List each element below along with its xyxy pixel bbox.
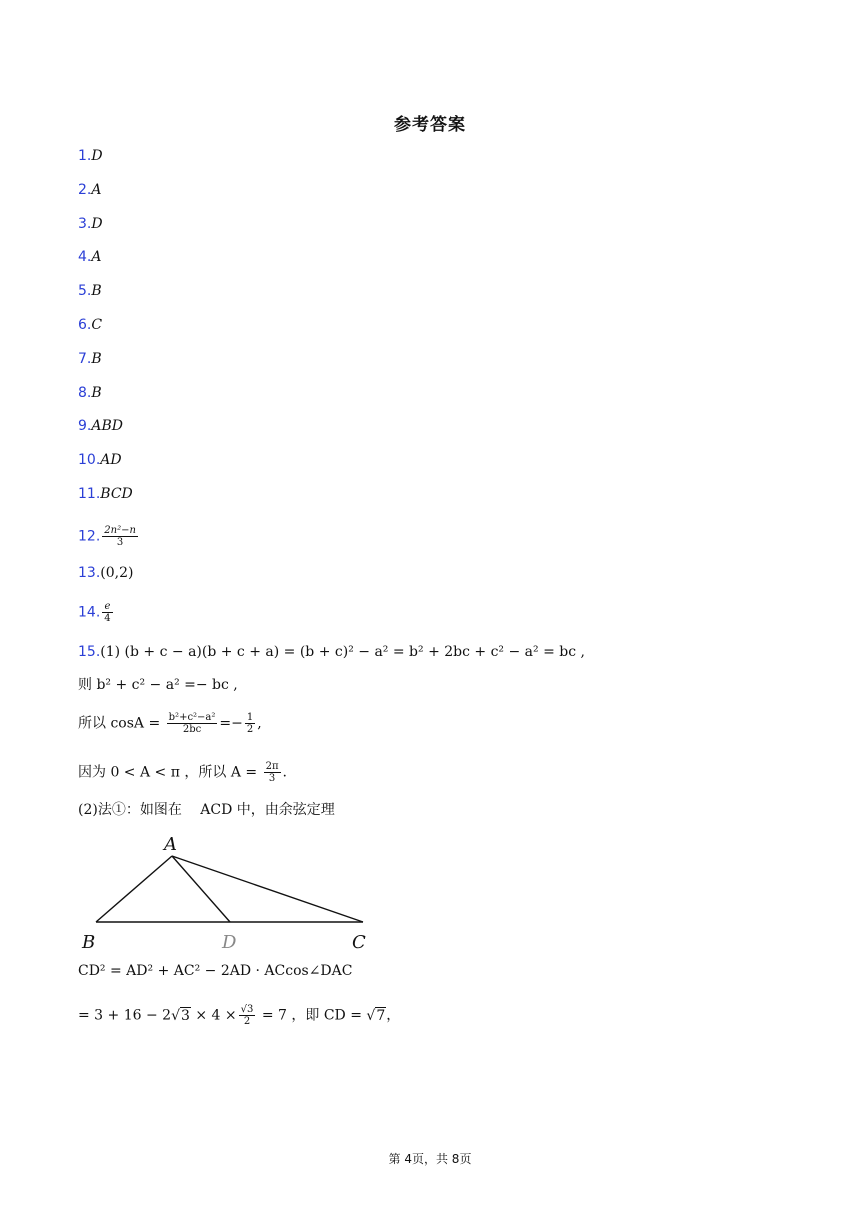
answer-row <box>78 181 101 199</box>
answer-value: (0,2) <box>100 565 134 581</box>
text: =− <box>219 715 243 732</box>
answer-value: C <box>91 317 103 333</box>
label-d: D <box>222 932 237 953</box>
denominator: 2 <box>243 1016 251 1027</box>
answer-12 <box>78 525 140 548</box>
answer-value: A <box>91 249 102 266</box>
fraction <box>245 712 255 735</box>
answer-15-line-6: CD² = AD² + AC² − 2AD · ACcos∠DAC <box>78 963 353 979</box>
answer-value: AD <box>100 452 122 469</box>
answer-value: D <box>91 215 103 232</box>
answer-value: A <box>91 181 102 198</box>
answer-number: 10. <box>78 452 101 469</box>
page-title: 参考答案 <box>394 115 466 135</box>
answer-value: BCD <box>100 486 133 502</box>
equation: (1) (b + c − a)(b + c + a) = (b + c)² − a² = b² + 2bc + c² − a² = bc , <box>100 644 585 660</box>
label-b: B <box>82 932 96 953</box>
answer-15-line-4 <box>78 761 287 784</box>
answer-row <box>78 350 102 368</box>
answer-row <box>78 417 123 435</box>
answer-row <box>78 282 102 300</box>
triangle-figure <box>78 830 378 960</box>
answer-number: 8. <box>78 384 92 401</box>
page-footer: 第 4页，共 8页 <box>388 1152 472 1166</box>
text: . <box>282 764 287 781</box>
answer-number: 11. <box>78 486 101 502</box>
answer-number: 3. <box>78 215 92 232</box>
answer-number: 6. <box>78 317 92 333</box>
answer-15-line-7 <box>78 1004 400 1027</box>
numerator: √3 <box>240 1004 254 1015</box>
answer-number: 2. <box>78 181 92 198</box>
answer-15-line-1 <box>78 643 585 661</box>
label-c: C <box>352 932 366 953</box>
answer-number: 12. <box>78 528 101 545</box>
answer-number: 1. <box>78 148 92 164</box>
text: = 3 + 16 − 2 <box>78 1007 172 1024</box>
numerator: 2π <box>265 761 279 772</box>
text: , <box>257 715 262 732</box>
radicand: 7 <box>376 1007 386 1024</box>
fraction <box>239 1004 256 1027</box>
numerator: b²+c²−a² <box>168 712 216 723</box>
radicand: 3 <box>181 1007 190 1024</box>
fraction <box>264 761 281 784</box>
answer-row <box>78 215 103 233</box>
answer-row <box>78 384 102 402</box>
fraction <box>102 601 112 624</box>
label-a: A <box>164 834 177 855</box>
answer-row <box>78 248 101 266</box>
text: = 7 ，即 CD = <box>261 1007 362 1024</box>
answer-row <box>78 316 102 334</box>
text: ， <box>386 1007 401 1024</box>
answer-value: ABD <box>91 418 123 435</box>
text: × 4 × <box>195 1007 237 1024</box>
answer-15-line-5: (2)法①：如图在 ACD 中，由余弦定理 <box>78 802 335 818</box>
answer-row <box>78 485 133 503</box>
text: A = <box>133 715 161 732</box>
answer-13 <box>78 564 133 582</box>
answer-number: 14. <box>78 604 101 621</box>
answer-14 <box>78 601 115 624</box>
answer-row <box>78 451 122 469</box>
answer-number: 7. <box>78 350 92 367</box>
answer-row <box>78 147 103 165</box>
numerator: 2n²−n <box>104 525 136 536</box>
answer-number: 5. <box>78 283 92 300</box>
answer-value: D <box>91 148 103 164</box>
text: 因为 0 < A < π ，所以 A = <box>78 764 258 781</box>
answer-value: B <box>91 384 102 401</box>
text: 所以 cos <box>78 715 134 732</box>
sqrt: √7 <box>366 1007 386 1024</box>
sqrt: √3 <box>171 1007 190 1024</box>
answer-value: B <box>91 350 102 367</box>
answer-number: 13. <box>78 565 101 581</box>
answer-15-line-3 <box>78 712 262 735</box>
answer-number: 9. <box>78 418 92 435</box>
denominator: 2bc <box>182 724 202 735</box>
numerator: 1 <box>246 712 254 723</box>
fraction <box>167 712 218 735</box>
denominator: 3 <box>268 773 276 784</box>
answer-value: B <box>91 283 102 300</box>
answer-number: 15. <box>78 644 101 660</box>
denominator: 2 <box>246 724 254 735</box>
answer-number: 4. <box>78 249 92 266</box>
segment-ab <box>96 856 172 922</box>
fraction <box>102 525 138 548</box>
numerator: e <box>102 601 112 613</box>
denominator: 3 <box>116 537 124 548</box>
answer-15-line-2: 则 b² + c² − a² =− bc , <box>78 677 238 693</box>
denominator: 4 <box>104 613 111 624</box>
